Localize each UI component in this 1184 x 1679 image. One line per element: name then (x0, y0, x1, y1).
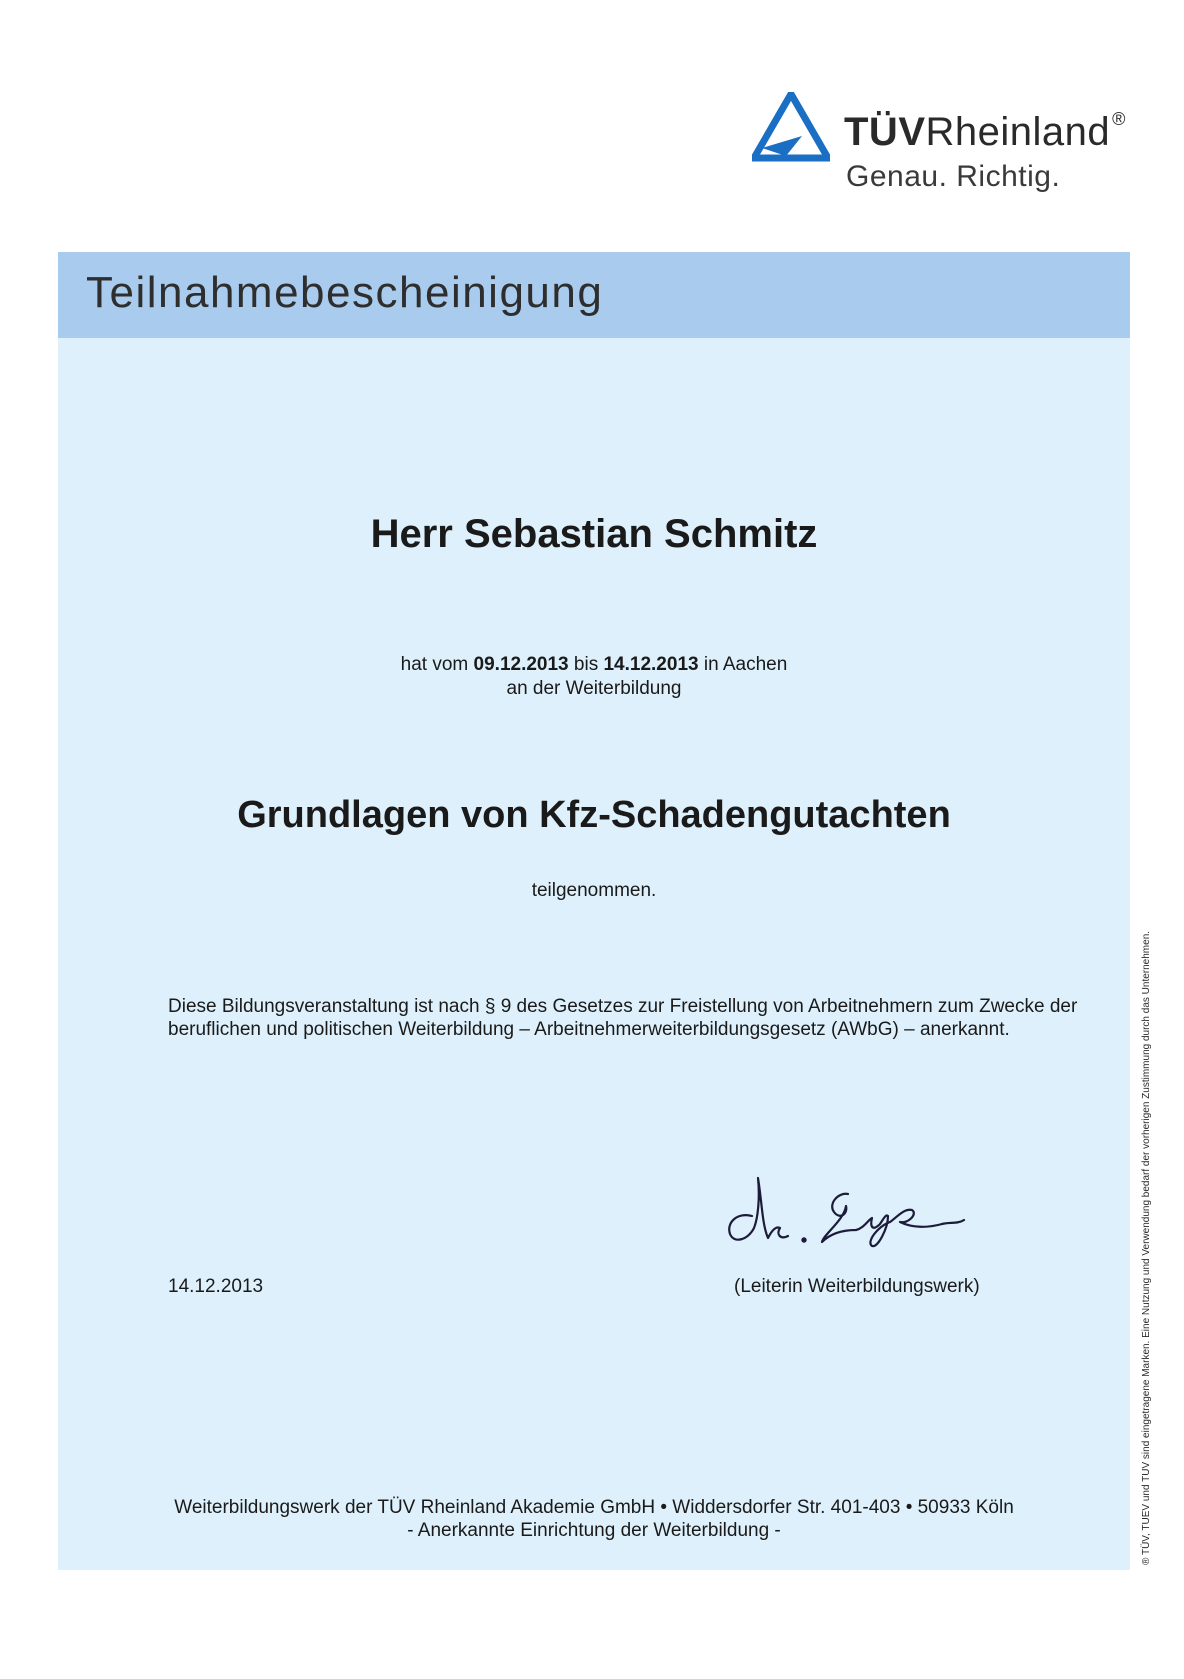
tuv-rheinland-logo (752, 92, 1132, 202)
participation-text: teilgenommen. (531, 880, 657, 901)
dates-prefix: hat vom (400, 654, 474, 675)
recognition-paragraph: Diese Bildungsveranstaltung ist nach § 9 des Gesetzes zur Freistellung von Arbeitnehmern zum Zwecke der beruflichen und politischen Weiterbildung – Arbeitnehmerweiterbildungsgesetz (AWbG) – anerkannt. (168, 996, 1078, 1040)
brand-name (844, 109, 1126, 154)
handwritten-signature (718, 1168, 974, 1254)
footer-note: - Anerkannte Einrichtung der Weiterbildung - (407, 1520, 781, 1541)
date-from: 09.12.2013 (473, 654, 569, 675)
title-band (58, 252, 1130, 338)
brand-name-rest: Rheinland (925, 110, 1111, 154)
issue-date: 14.12.2013 (168, 1276, 264, 1297)
attendance-dates (58, 654, 1130, 676)
brand-tagline: Genau. Richtig. (846, 160, 1061, 193)
triangle-logo-icon (752, 92, 830, 162)
document-title: Teilnahmebescheinigung (86, 268, 604, 317)
registered-mark: ® (1112, 109, 1126, 129)
training-intro: an der Weiterbildung (506, 678, 682, 699)
footer-address: Weiterbildungswerk der TÜV Rheinland Akademie GmbH • Widdersdorfer Str. 401-403 • 50933 Köln (174, 1497, 1014, 1518)
dates-between: bis (568, 654, 604, 675)
recipient-name: Herr Sebastian Schmitz (370, 512, 818, 556)
date-to: 14.12.2013 (603, 654, 699, 675)
brand-name-bold: TÜV (844, 110, 926, 154)
course-title: Grundlagen von Kfz-Schadengutachten (237, 794, 951, 836)
trademark-note: ® TÜV, TUEV und TUV sind eingetragene Marken. Eine Nutzung und Verwendung bedarf der vorherigen Zustimmung durch das Unternehmen. (1141, 930, 1152, 1565)
signature-role: (Leiterin Weiterbildungswerk) (734, 1276, 980, 1297)
dates-location: in Aachen (698, 654, 788, 675)
